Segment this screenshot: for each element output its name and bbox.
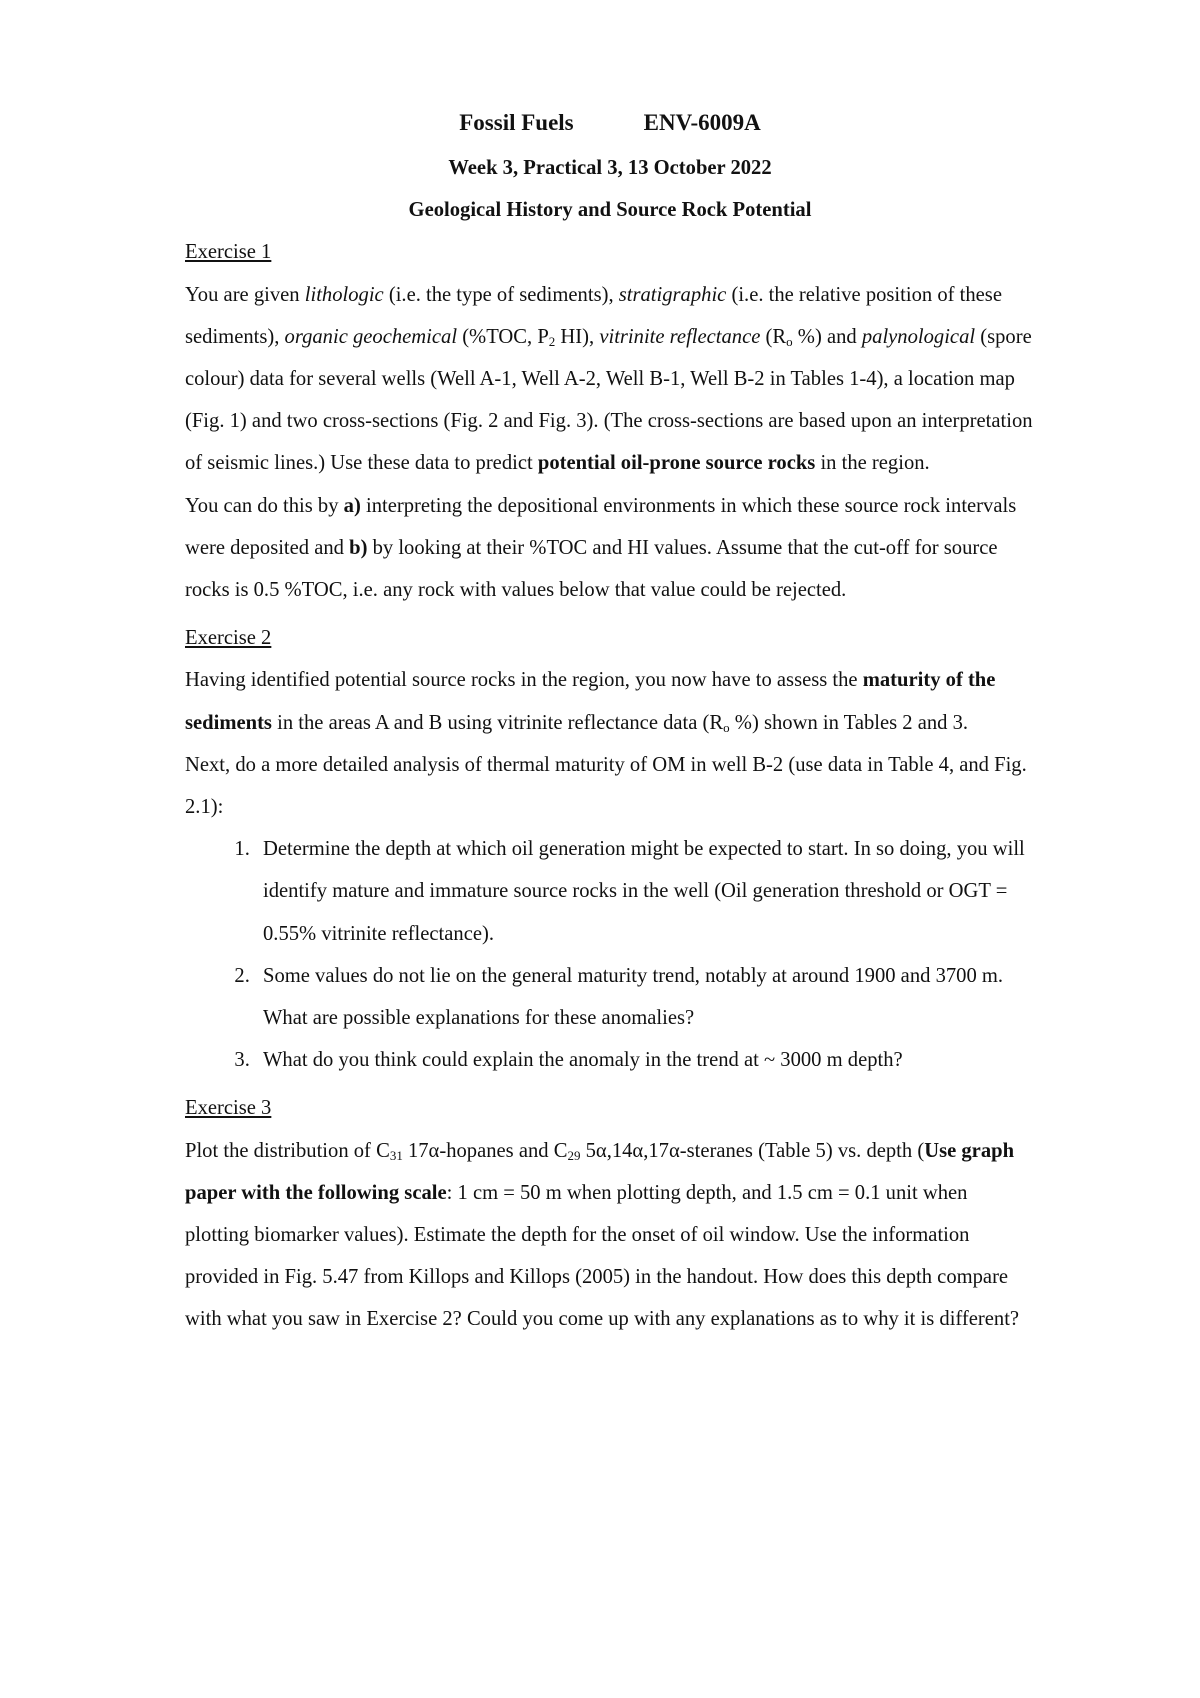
- question-item: 2. Some values do not lie on the general maturity trend, notably at around 1900 and 3700 m. What are possible explanations for these anomalies?: [255, 955, 1035, 1039]
- exercise-2-question-list: [185, 828, 1035, 1081]
- document-page: [185, 105, 1035, 1341]
- exercise-3-paragraph-1: Plot the distribution of $C_{31}$ 17α-hopanes and $C_{29}$ 5α,14α,17α-steranes (Table 5) vs. depth (Use graph paper with the following scale: 1 cm = 50 m when plotting depth, and 1.5 cm = 0.1 unit when plotting biomarker values). Estimate the depth for the onset of oil window. Use the information provided in Fig. 5.47 from Killops and Killops (2005) in the handout. How does this depth compare with what you saw in Exercise 2? Could you come up with any explanations as to why it is different?: [185, 1139, 1020, 1331]
- exercise-1-paragraph-1: You are given lithologic (i.e. the type of sediments), stratigraphic (i.e. the relative position of these sediments), organic geochemical (%TOC, $P_2$ HI), vitrinite reflectance ($R_o$ %) and palynological (spore colour) data for several wells (Well A-1, Well A-2, Well B-1, Well B-2 in Tables 1-4), a location map (Fig. 1) and two cross-sections (Fig. 2 and Fig. 3). (The cross-sections are based upon an interpretation of seismic lines.) Use these data to predict potential oil-prone source rocks in the region.: [185, 283, 1033, 475]
- question-item: 3. What do you think could explain the anomaly in the trend at ~ 3000 m depth?: [255, 1039, 1035, 1081]
- exercise-2-heading: Exercise 2: [185, 627, 272, 650]
- exercise-1-paragraph-2: You can do this by a) interpreting the depositional environments in which these source rock intervals were deposited and b) by looking at their %TOC and HI values. Assume that the cut-off for source rocks is 0.5 %TOC, i.e. any rock with values below that value could be rejected.: [185, 494, 1017, 602]
- week-line: Week 3, Practical 3, 13 October 2022: [448, 157, 772, 179]
- exercise-3-heading: Exercise 3: [185, 1097, 272, 1120]
- topic-heading: Geological History and Source Rock Potential: [408, 199, 812, 222]
- question-item: 1. Determine the depth at which oil generation might be expected to start. In so doing, you will identify mature and immature source rocks in the well (Oil generation threshold or OGT = 0.55% vitrinite reflectance).: [255, 828, 1035, 955]
- exercise-1-heading: Exercise 1: [185, 241, 272, 264]
- course-name: Fossil Fuels: [459, 110, 574, 135]
- exercise-2-paragraph-2: Next, do a more detailed analysis of thermal maturity of OM in well B-2 (use data in Table 4, and Fig. 2.1):: [185, 753, 1027, 819]
- exercise-2-paragraph-1: Having identified potential source rocks in the region, you now have to assess the maturity of the sediments in the areas A and B using vitrinite reflectance data ($R_o$ %) shown in Tables 2 and 3.: [185, 669, 996, 735]
- document-title: [185, 105, 1035, 141]
- course-code: ENV-6009A: [643, 110, 761, 135]
